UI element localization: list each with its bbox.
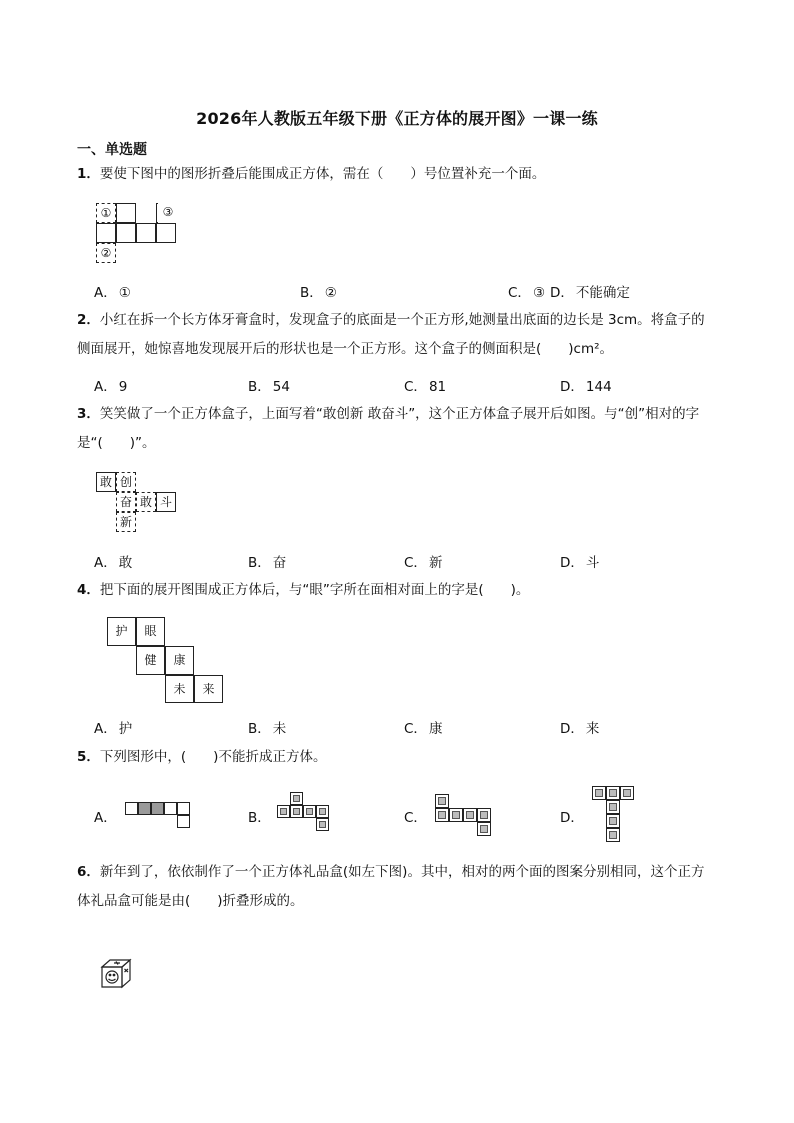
net-square (620, 786, 634, 800)
question-number: 1． (77, 166, 100, 182)
q5-net-b[interactable] (277, 792, 333, 832)
question-number: 6． (77, 864, 100, 880)
q1-cell-2: ② (96, 243, 116, 263)
net-square (592, 786, 606, 800)
q3-cell: 新 (116, 512, 136, 532)
q5-option-a[interactable]: A． (94, 810, 117, 826)
q1-cell-3: ③ (158, 203, 178, 223)
q3-cell: 斗 (156, 492, 176, 512)
q5-option-d[interactable]: D． (560, 810, 584, 826)
q3-cell: 创 (116, 472, 136, 492)
net-square (477, 822, 491, 836)
net-square (606, 800, 620, 814)
section-heading: 一、单选题 (77, 142, 147, 158)
question-text: 把下面的展开图围成正方体后，与“眼”字所在面相对面上的字是( )。 (99, 582, 530, 598)
q3-option-b[interactable]: B． 奋 (248, 555, 287, 571)
question-number: 2． (77, 312, 100, 328)
question-text: 小红在拆一个长方体牙膏盒时，发现盒子的底面是一个正方形,她测量出底面的边长是 3cm。将盒子的侧面展开，她惊喜地发现展开后的形状也是一个正方形。这个盒子的侧面积是( )cm²。 (77, 312, 705, 357)
q5-option-b[interactable]: B． (248, 810, 271, 826)
net-square (477, 808, 491, 822)
q5-net-a[interactable] (125, 802, 193, 830)
q4-cell: 未 (165, 675, 194, 703)
q2-option-a[interactable]: A． 9 (94, 379, 128, 395)
net-square (151, 802, 164, 815)
q2-option-b[interactable]: B． 54 (248, 379, 290, 395)
q1-option-d[interactable]: D． 不能确定 (550, 285, 630, 301)
net-square (606, 786, 620, 800)
q1-cell (116, 203, 136, 223)
question-6 (77, 858, 717, 916)
q1-option-a[interactable]: A． ① (94, 285, 131, 301)
question-text: 下列图形中，( )不能折成正方体。 (99, 749, 327, 765)
net-square (177, 815, 190, 828)
q3-net-figure (96, 472, 180, 534)
q1-net-figure (96, 203, 178, 265)
q3-option-c[interactable]: C． 新 (404, 555, 443, 571)
q3-option-a[interactable]: A． 敢 (94, 555, 133, 571)
q4-cell: 来 (194, 675, 223, 703)
question-2 (77, 306, 717, 364)
q1-option-b[interactable]: B． ② (300, 285, 337, 301)
net-square (316, 805, 329, 818)
net-square (125, 802, 138, 815)
q1-cell (156, 223, 176, 243)
q1-cell (116, 223, 136, 243)
question-text: 要使下图中的图形折叠后能围成正方体，需在（ ）号位置补充一个面。 (99, 166, 546, 182)
q4-cell: 康 (165, 646, 194, 675)
net-square (435, 808, 449, 822)
q5-net-d[interactable] (592, 786, 636, 844)
q1-cell-1: ① (96, 203, 116, 223)
q3-cell: 敢 (96, 472, 116, 492)
net-square (606, 814, 620, 828)
net-square (316, 818, 329, 831)
question-text: 新年到了，依依制作了一个正方体礼品盒(如左下图)。其中，相对的两个面的图案分别相同，这个正方体礼品盒可能是由( )折叠形成的。 (77, 864, 705, 909)
q5-net-c[interactable] (435, 794, 493, 836)
q2-option-d[interactable]: D． 144 (560, 379, 612, 395)
net-square (449, 808, 463, 822)
q4-cell: 眼 (136, 617, 165, 646)
q4-option-a[interactable]: A． 护 (94, 721, 133, 737)
net-square (177, 802, 190, 815)
net-square (290, 805, 303, 818)
page-title: 2026年人教版五年级下册《正方体的展开图》一课一练 (196, 109, 598, 128)
q3-cell: 敢 (136, 492, 156, 512)
q1-cell (96, 223, 116, 243)
gift-box-cube-figure (99, 958, 133, 990)
question-number: 3． (77, 406, 100, 422)
question-1 (77, 160, 717, 189)
question-text: 笑笑做了一个正方体盒子，上面写着“敢创新 敢奋斗”，这个正方体盒子展开后如图。与“创”相对的字是“( )”。 (77, 406, 700, 451)
q4-option-d[interactable]: D． 来 (560, 721, 600, 737)
net-square (164, 802, 177, 815)
net-square (290, 792, 303, 805)
net-square (277, 805, 290, 818)
q4-net-figure (107, 617, 227, 703)
q1-cell (136, 223, 156, 243)
q3-option-d[interactable]: D． 斗 (560, 555, 600, 571)
q4-cell: 健 (136, 646, 165, 675)
question-3 (77, 400, 717, 458)
question-number: 5． (77, 749, 100, 765)
q5-option-c[interactable]: C． (404, 810, 427, 826)
question-4 (77, 576, 717, 605)
question-5 (77, 743, 717, 772)
q3-cell: 奋 (116, 492, 136, 512)
net-square (435, 794, 449, 808)
q1-option-c[interactable]: C． ③ (508, 285, 546, 301)
q4-option-c[interactable]: C． 康 (404, 721, 443, 737)
net-square (303, 805, 316, 818)
net-square (606, 828, 620, 842)
q2-option-c[interactable]: C． 81 (404, 379, 447, 395)
q4-option-b[interactable]: B． 未 (248, 721, 287, 737)
net-square (463, 808, 477, 822)
net-square (138, 802, 151, 815)
question-number: 4． (77, 582, 100, 598)
q4-cell: 护 (107, 617, 136, 646)
